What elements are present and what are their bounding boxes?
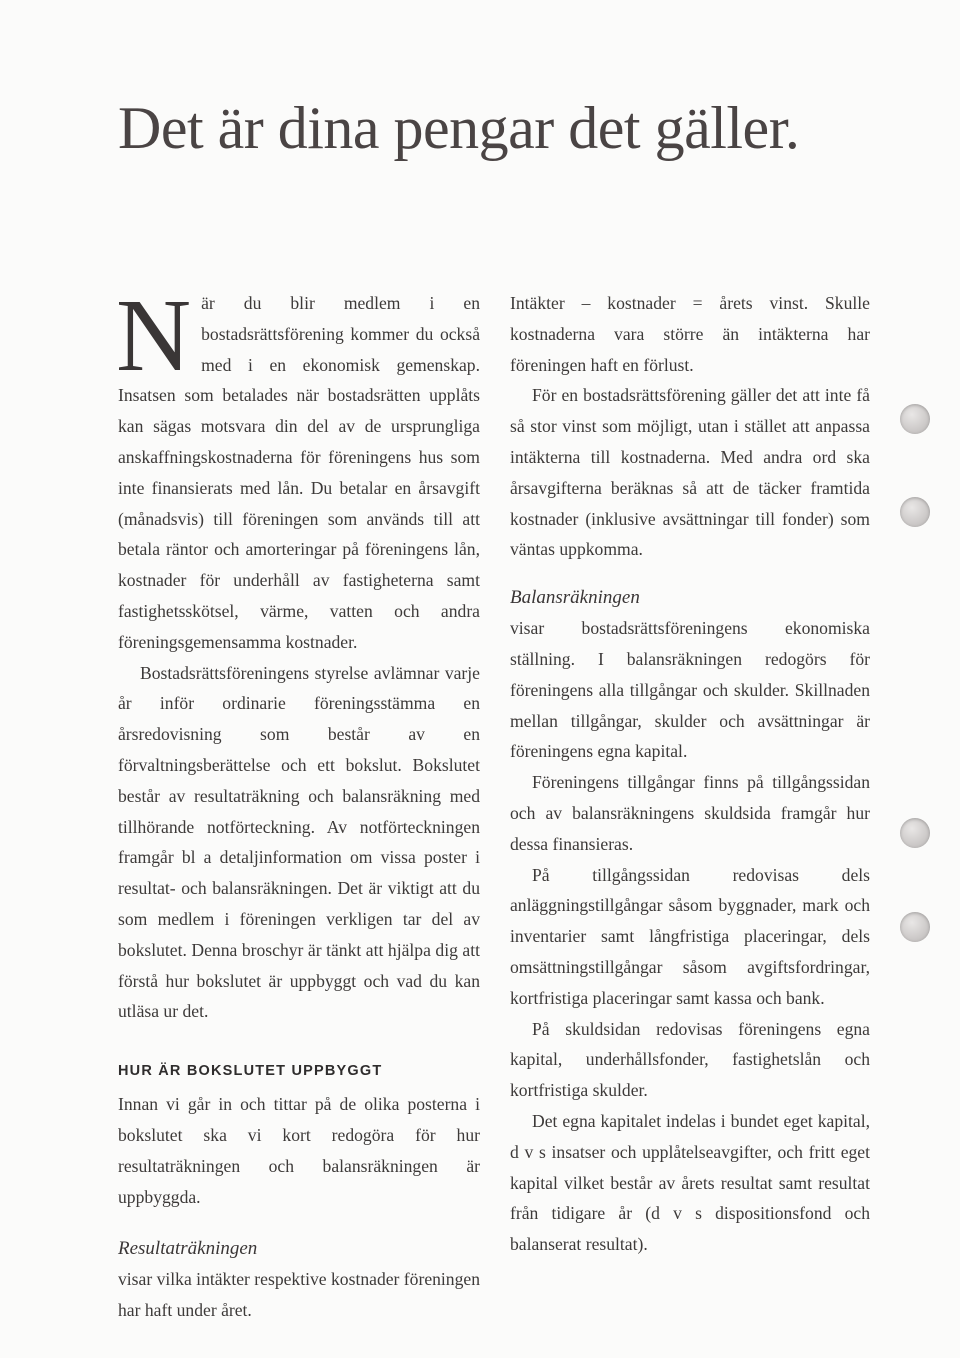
income-statement-subheading: Resultaträkningen [118, 1238, 258, 1260]
board-paragraph: Bostadsrättsföreningens styrelse avlämnar varje år inför ordinarie föreningsstämma en årsredovisning som består av en förvaltningsberättelse och ett bokslut. Bokslutet består av resultaträkning och balansräkning med tillhörande notförteckning. Av notförteckningen framgår bl a detaljinformation om vissa poster i resultat- och balansräkningen. Det är viktigt att du som medlem i föreningen verkligen tar del av bokslutet. Denna broschyr är tänkt att hjälpa dig att förstå hur bokslutet är uppbyggt och vad du kan utläsa ur det. [118, 662, 480, 1022]
punch-hole [900, 818, 930, 848]
left-column [116, 278, 481, 1326]
intro-text: är du blir medlem i en bostadsrättsförening kommer du också med i en ekonomisk gemenskap. Insatsen som betalades när bostadsrätten upplåts kan sägas motsvara din del av de ursprungliga anskaffningskostnaderna för föreningens hus som inte finansierats med lån. Du betalar en årsavgift (månadsvis) till föreningen som används till att betala räntor och amorteringar på föreningens lån, kostnader för underhåll av fastigheterna samt fastighetsskötsel, värme, vatten och andra föreningsgemensamma kostnader. [118, 293, 480, 652]
section-heading: HUR ÄR BOKSLUTET UPPBYGGT [118, 1063, 383, 1080]
balance-sheet-subheading: Balansräkningen [510, 587, 640, 609]
punch-hole [900, 497, 930, 527]
assets-paragraph: Föreningens tillgångar finns på tillgångssidan och av balansräkningens skuldsida framgår hur dessa finansieras. [510, 772, 870, 854]
equity-paragraph: Det egna kapitalet indelas i bundet eget kapital, d v s insatser och upplåtelseavgifter, och fritt eget kapital vilket består av årets resultat samt resultat från tidigare år (d v s dispositionsfond och balanserat resultat). [510, 1110, 870, 1255]
intro-paragraph [116, 278, 480, 658]
drop-cap: N [116, 278, 192, 393]
punch-hole [900, 912, 930, 942]
right-column [510, 288, 870, 1260]
page-title: Det är dina pengar det gäller. [118, 95, 800, 161]
income-statement-paragraph: visar vilka intäkter respektive kostnader föreningen har haft under året. [118, 1269, 481, 1321]
association-paragraph: För en bostadsrättsförening gäller det att inte få så stor vinst som möjligt, utan i stället att anpassa intäkterna till kostnaderna. Med andra ord ska årsavgifterna beräknas så att de täcker framtida kostnader (inklusive avsättningar till fonder) som väntas uppkomma. [510, 385, 870, 560]
structure-paragraph: Innan vi går in och tittar på de olika posterna i bokslutet ska vi kort redogöra för hur resultaträkningen och balansräkningen är uppbyggda. [118, 1094, 480, 1207]
asset-side-paragraph: På tillgångssidan redovisas dels anläggningstillgångar såsom byggnader, mark och inventarier samt långfristiga placeringar, dels omsättningstillgångar såsom avgiftsfordringar, kortfristiga placeringar samt kassa och bank. [510, 864, 870, 1008]
liability-side-paragraph: På skuldsidan redovisas föreningens egna kapital, underhållsfonder, fastighetslån och kortfristiga skulder. [510, 1018, 870, 1101]
balance-sheet-paragraph: visar bostadsrättsföreningens ekonomiska ställning. I balansräkningen redogörs för föreningens alla tillgångar och skulder. Skillnaden mellan tillgångar, skulder och avsättningar är föreningens egna kapital. [510, 618, 870, 762]
punch-hole [900, 404, 930, 434]
profit-paragraph: Intäkter – kostnader = årets vinst. Skulle kostnaderna vara större än intäkterna har föreningen haft en förlust. [510, 293, 870, 375]
